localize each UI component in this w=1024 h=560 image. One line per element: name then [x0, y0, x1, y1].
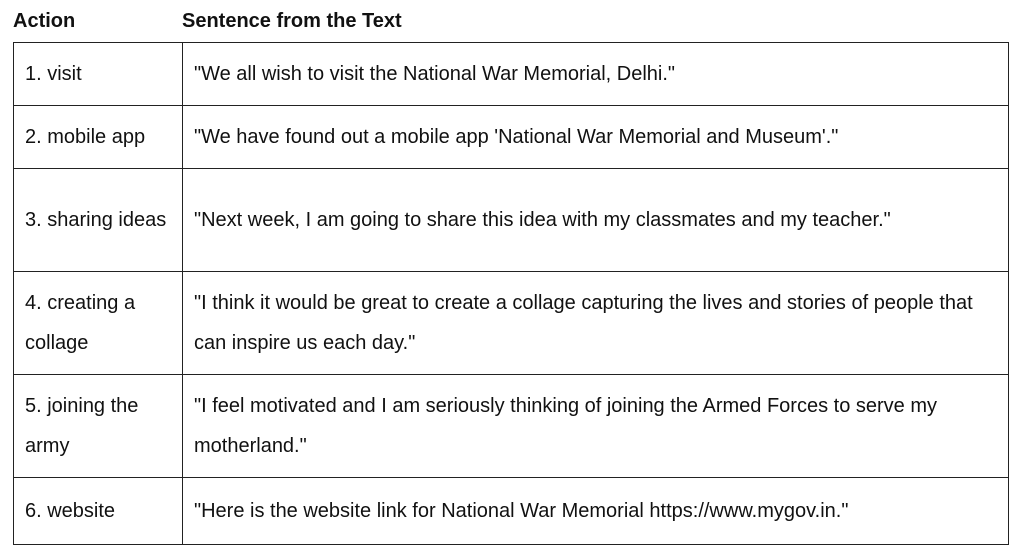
sentence-cell: "I think it would be great to create a collage capturing the lives and stories of people that can inspire us each day.": [183, 272, 1009, 375]
table-row: [14, 478, 1009, 545]
actions-table: [13, 42, 1009, 545]
table-row: [14, 272, 1009, 375]
sentence-cell: "We all wish to visit the National War Memorial, Delhi.": [183, 43, 1009, 106]
table-row: [14, 375, 1009, 478]
action-cell: 1. visit: [14, 43, 183, 106]
table-row: [14, 169, 1009, 272]
sentence-cell: "We have found out a mobile app 'National War Memorial and Museum'.": [183, 106, 1009, 169]
table-header: [0, 0, 1024, 42]
action-column-header: Action: [13, 10, 76, 32]
table-row: [14, 43, 1009, 106]
sentence-cell: "Next week, I am going to share this idea with my classmates and my teacher.": [183, 169, 1009, 272]
action-cell: 2. mobile app: [14, 106, 183, 169]
action-cell: 6. website: [14, 478, 183, 545]
action-cell: 5. joining the army: [14, 375, 183, 478]
sentence-cell: "Here is the website link for National War Memorial https://www.mygov.in.": [183, 478, 1009, 545]
action-cell: 4. creating a collage: [14, 272, 183, 375]
sentence-column-header: Sentence from the Text: [182, 10, 402, 32]
sentence-cell: "I feel motivated and I am seriously thinking of joining the Armed Forces to serve my motherland.": [183, 375, 1009, 478]
table-row: [14, 106, 1009, 169]
action-cell: 3. sharing ideas: [14, 169, 183, 272]
